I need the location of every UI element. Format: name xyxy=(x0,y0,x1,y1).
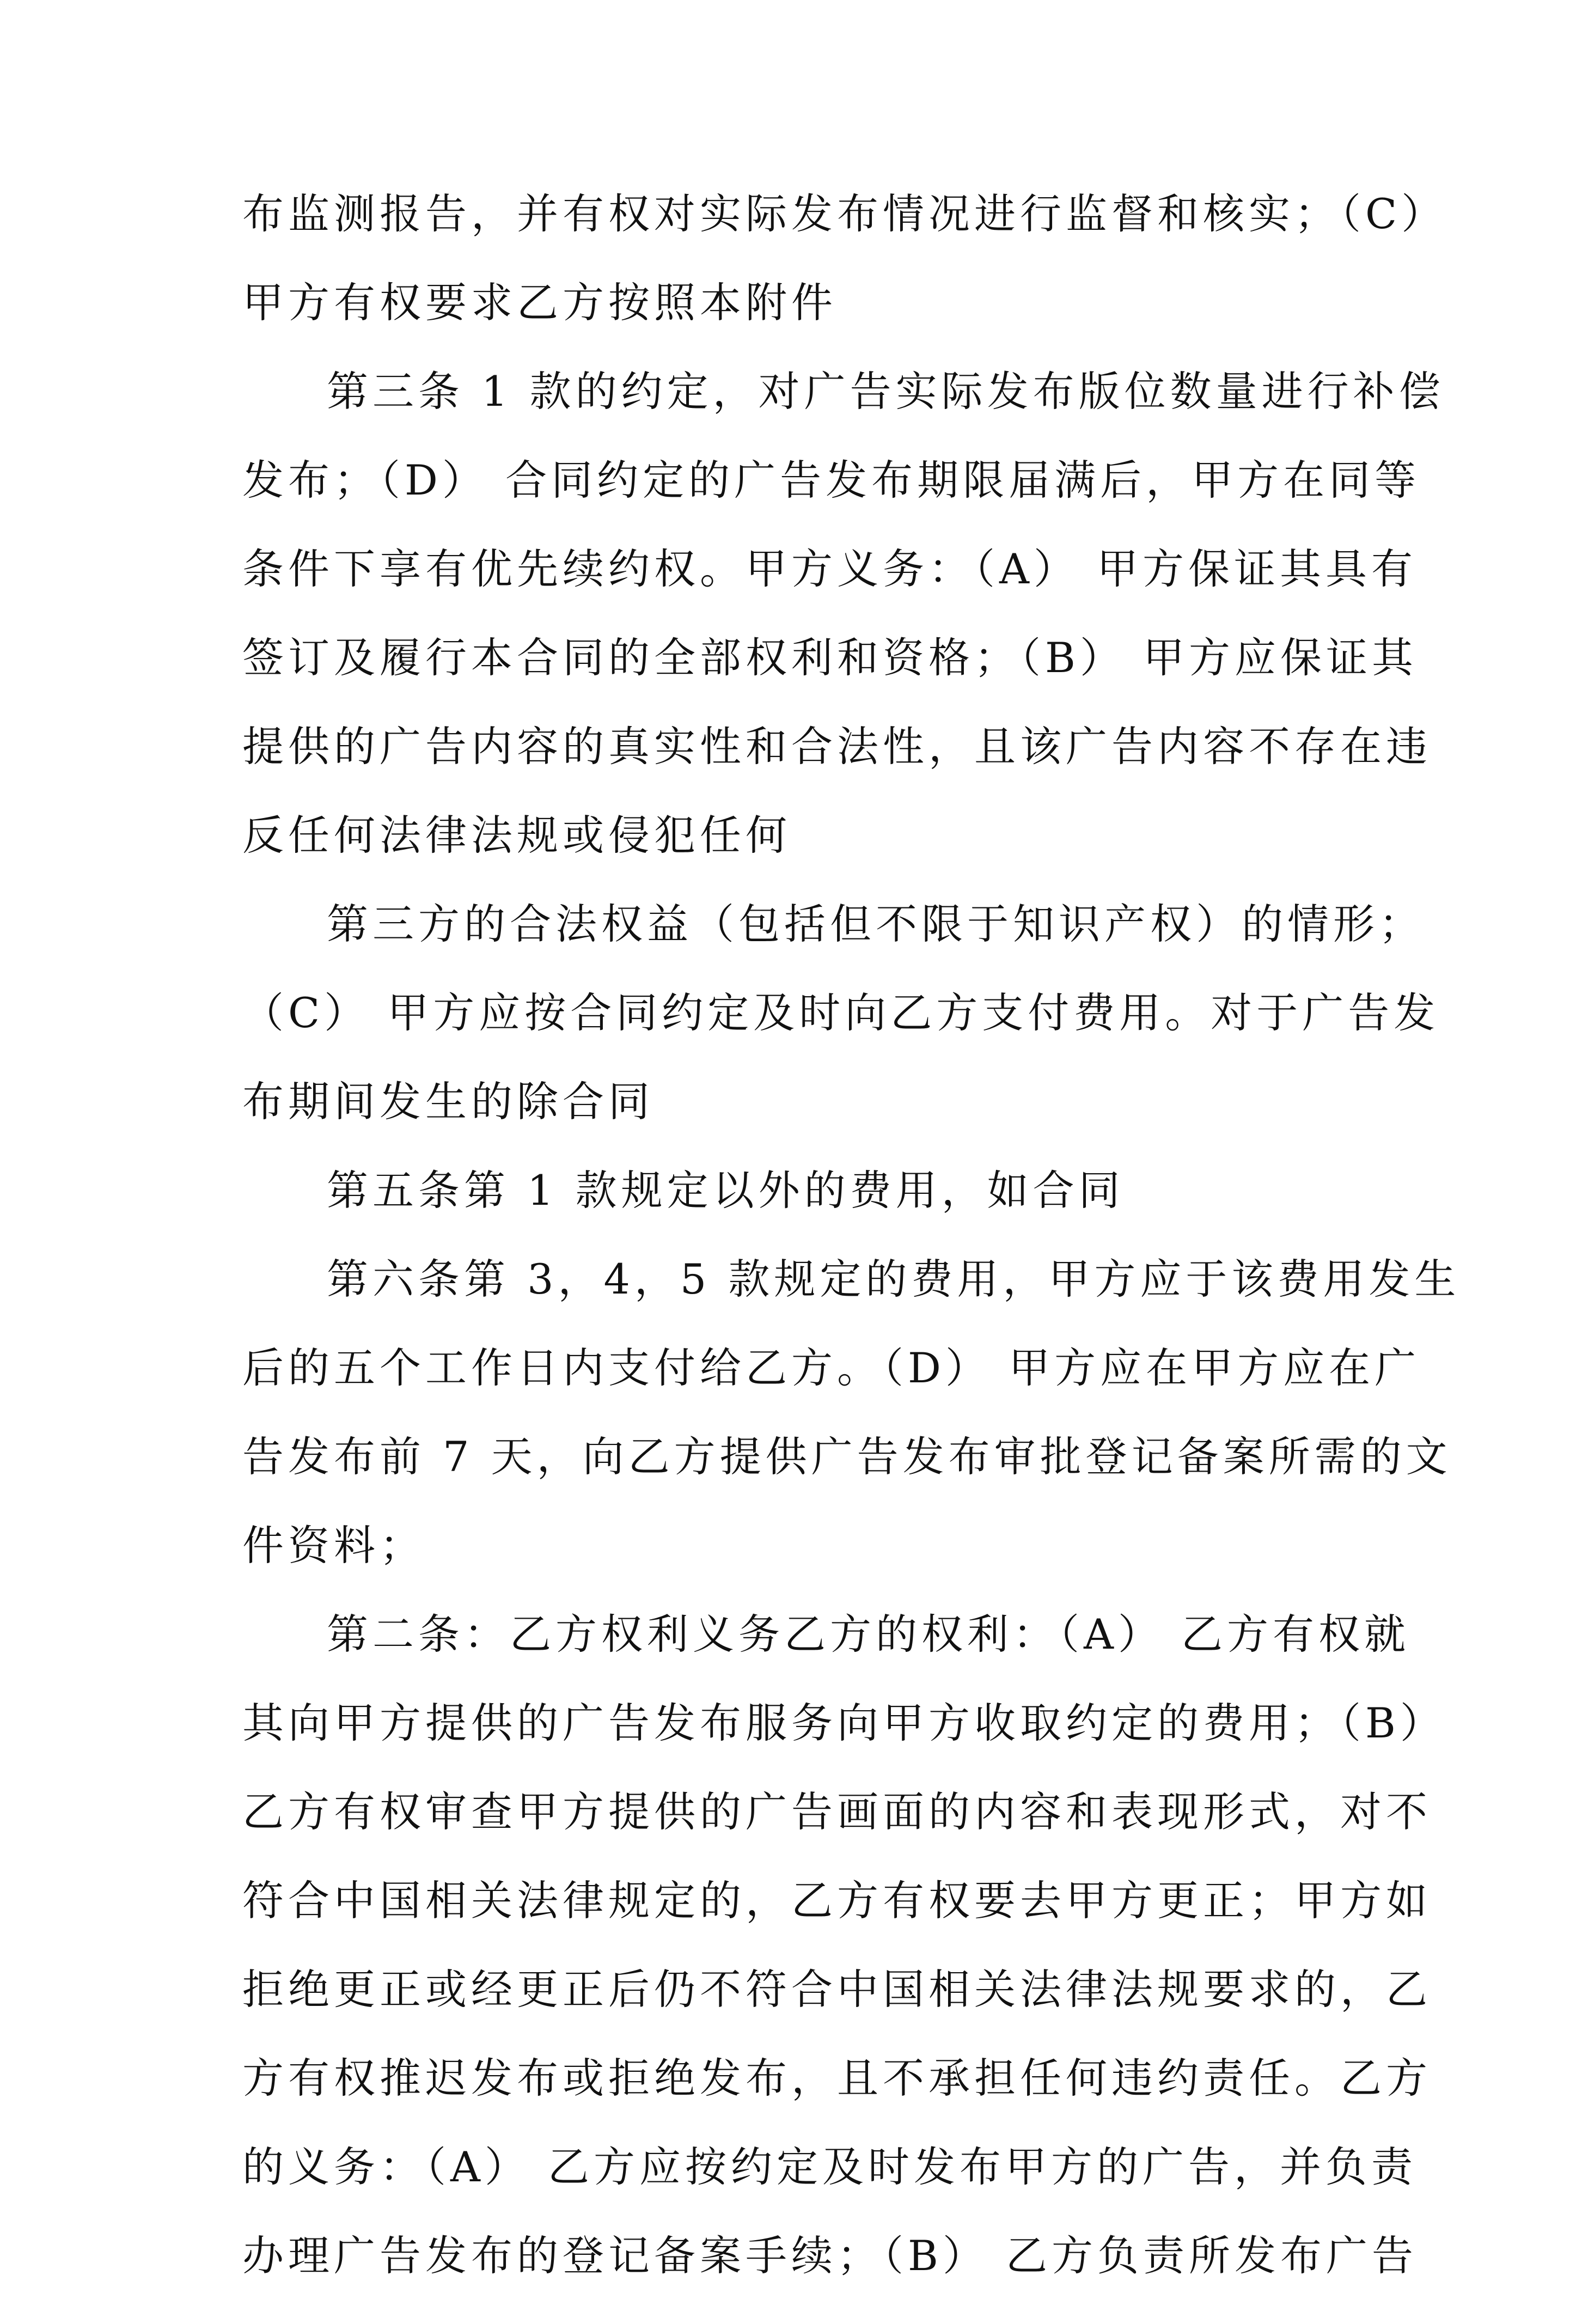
text-line: 方有权推迟发布或拒绝发布，且不承担任何违约责任。乙方 xyxy=(242,2054,1432,2102)
text-line: 的义务：（A） 乙方应按约定及时发布甲方的广告，并负责 xyxy=(242,2143,1418,2191)
text-line: 反任何法律法规或侵犯任何 xyxy=(242,811,791,859)
text-line: 签订及履行本合同的全部权利和资格；（B） 甲方应保证其 xyxy=(242,633,1418,682)
text-line: 甲方有权要求乙方按照本附件 xyxy=(242,278,837,327)
text-line: 第三条 1 款的约定，对广告实际发布版位数量进行补偿 xyxy=(327,367,1445,416)
text-line: 办理广告发布的登记备案手续；（B） 乙方负责所发布广告 xyxy=(242,2231,1418,2280)
text-line: （C） 甲方应按合同约定及时向乙方支付费用。对于广告发 xyxy=(242,989,1440,1037)
text-line: 布期间发生的除合同 xyxy=(242,1077,654,1126)
text-line: 后的五个工作日内支付给乙方。（D） 甲方应在甲方应在广 xyxy=(242,1344,1421,1392)
text-line: 第二条：乙方权利义务乙方的权利：（A） 乙方有权就 xyxy=(327,1610,1410,1658)
text-line: 符合中国相关法律规定的，乙方有权要去甲方更正；甲方如 xyxy=(242,1876,1432,1925)
text-line: 条件下享有优先续约权。甲方义务：（A） 甲方保证其具有 xyxy=(242,545,1418,593)
text-line: 件资料； xyxy=(242,1521,425,1570)
text-line: 发布；（D） 合同约定的广告发布期限届满后，甲方在同等 xyxy=(242,456,1421,504)
text-line: 布监测报告，并有权对实际发布情况进行监督和核实；（C） xyxy=(242,190,1447,238)
text-line: 第五条第 1 款规定以外的费用，如合同 xyxy=(327,1166,1125,1215)
text-line: 第六条第 3，4，5 款规定的费用，甲方应于该费用发生 xyxy=(327,1255,1461,1303)
text-line: 提供的广告内容的真实性和合法性，且该广告内容不存在违 xyxy=(242,722,1432,771)
document-body xyxy=(242,190,1461,2324)
text-line: 第三方的合法权益（包括但不限于知识产权）的情形； xyxy=(327,900,1425,948)
text-line: 拒绝更正或经更正后仍不符合中国相关法律法规要求的，乙 xyxy=(242,1965,1432,2014)
text-line: 其向甲方提供的广告发布服务向甲方收取约定的费用；（B） xyxy=(242,1699,1446,1747)
text-line: 乙方有权审查甲方提供的广告画面的内容和表现形式，对不 xyxy=(242,1788,1432,1836)
text-line: 告发布前 7 天，向乙方提供广告发布审批登记备案所需的文 xyxy=(242,1432,1452,1481)
